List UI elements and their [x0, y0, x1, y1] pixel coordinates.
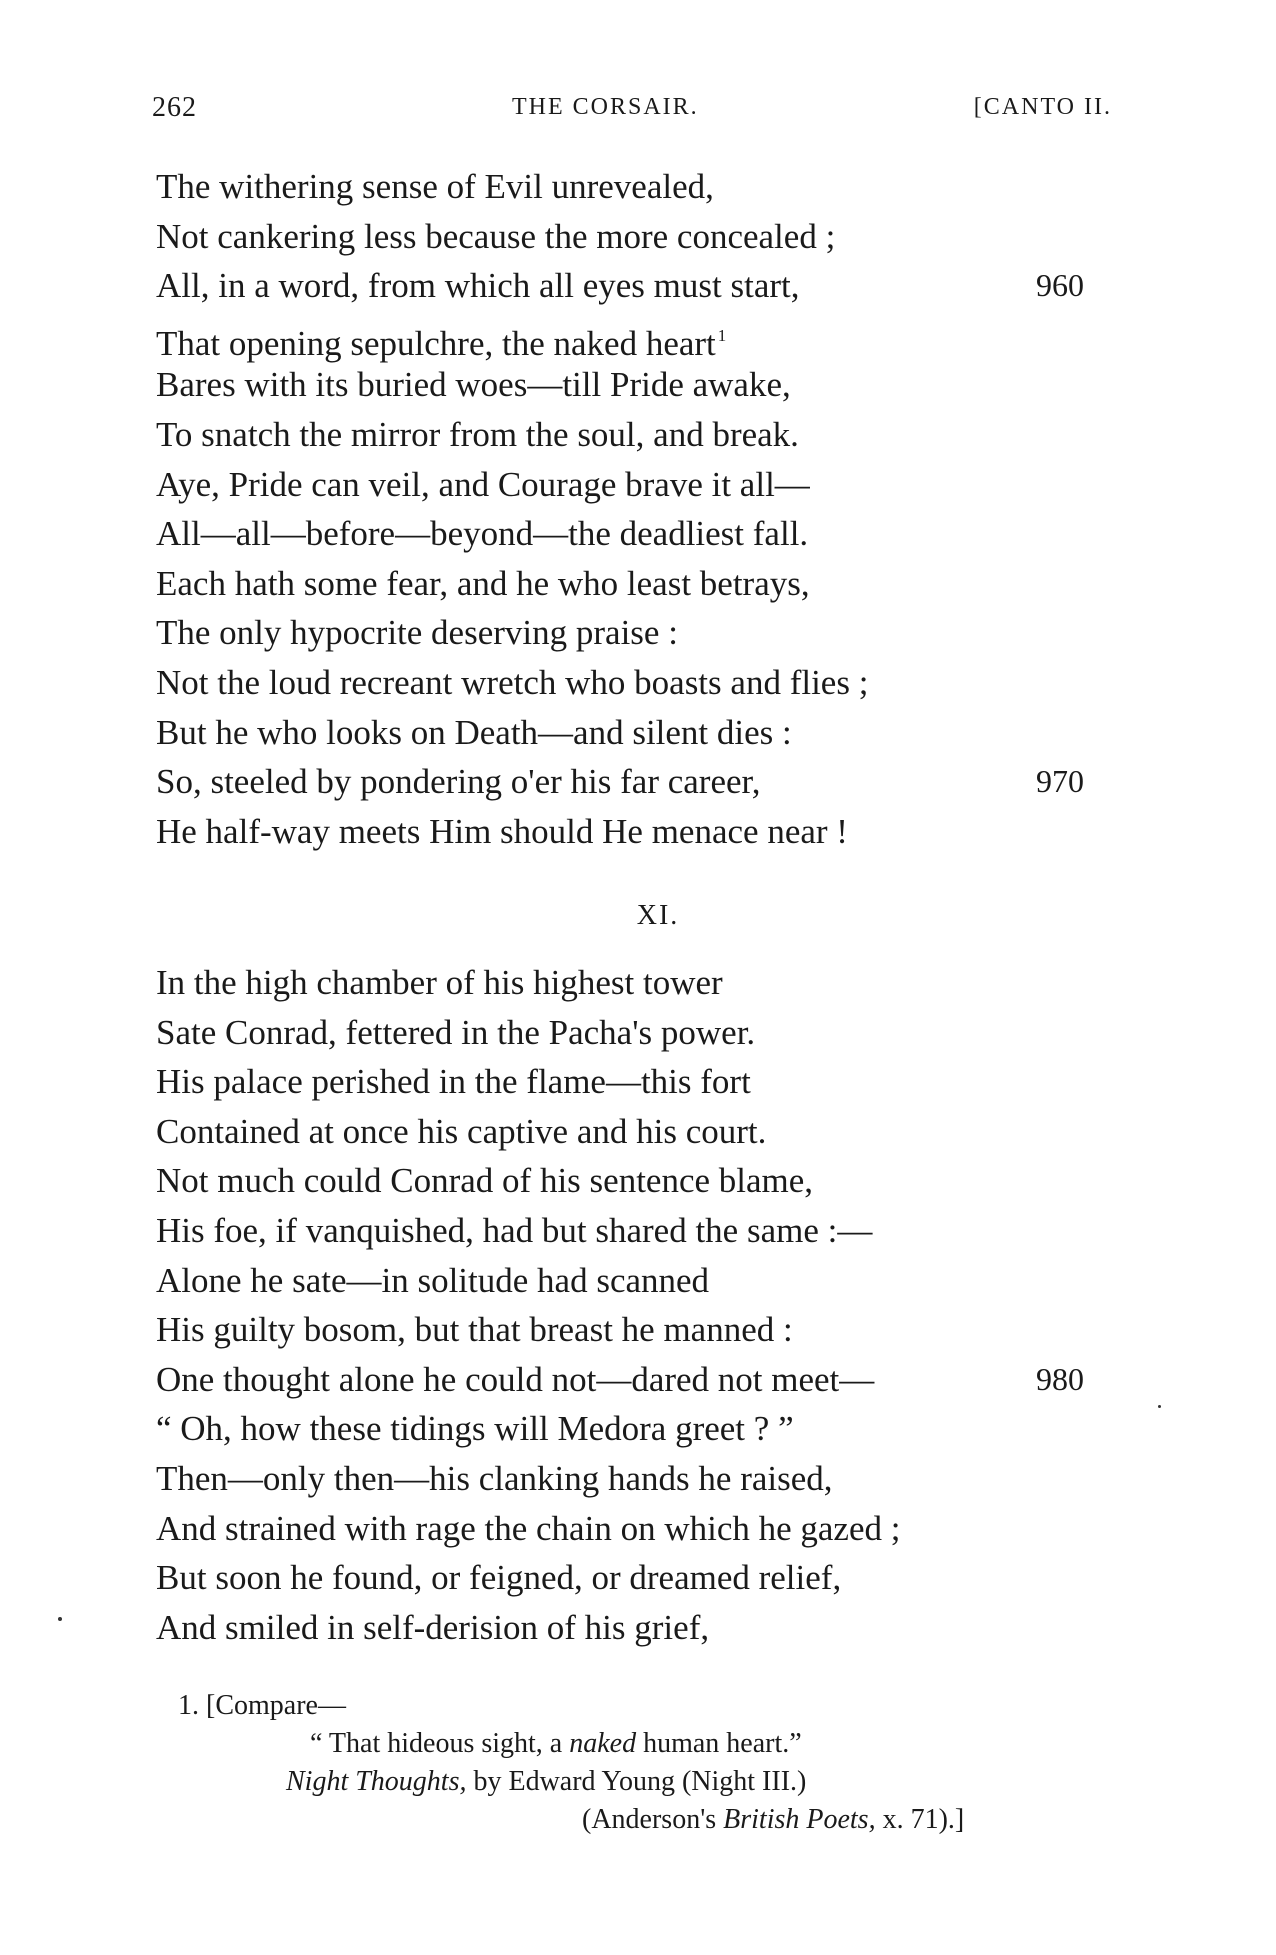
verse-line: Not the loud recreant wretch who boasts and flies ;	[156, 662, 869, 702]
verse-line: Then—only then—his clanking hands he raised,	[156, 1458, 833, 1498]
verse-line: But soon he found, or feigned, or dreamed relief,	[156, 1558, 842, 1598]
verse-block-upper	[156, 162, 1116, 856]
verse-line: Bares with its buried woes—till Pride awake,	[156, 365, 791, 405]
page-number: 262	[152, 92, 197, 123]
verse-block-lower	[156, 958, 1116, 1652]
verse-line: All—all—before—beyond—the deadliest fall.	[156, 514, 809, 554]
running-title: THE CORSAIR.	[512, 94, 699, 120]
section-heading: XI.	[636, 900, 680, 931]
verse-line: Each hath some fear, and he who least betrays,	[156, 563, 810, 603]
running-head	[152, 92, 1112, 132]
verse-line: And strained with rage the chain on which he gazed ;	[156, 1508, 901, 1548]
verse-line: Not cankering less because the more concealed ;	[156, 216, 836, 256]
line-number: 980	[1036, 1360, 1084, 1397]
footnote-quote: “ That hideous sight, a naked human heart.”	[310, 1728, 802, 1759]
footnote-ref: 1	[717, 325, 727, 345]
footnote-intro: 1. [Compare—	[178, 1690, 346, 1721]
verse-line: To snatch the mirror from the soul, and break.	[156, 414, 799, 454]
verse-line: Aye, Pride can veil, and Courage brave it all—	[156, 464, 810, 504]
verse-line: That opening sepulchre, the naked heart $^1$	[156, 323, 727, 363]
verse-line: He half-way meets Him should He menace near !	[156, 811, 848, 851]
line-number: 970	[1036, 763, 1084, 800]
verse-line: So, steeled by pondering o'er his far career, 970	[156, 757, 1116, 807]
footnote	[176, 1687, 1096, 1839]
verse-line: One thought alone he could not—dared not meet— 980	[156, 1355, 1116, 1405]
verse-line: But he who looks on Death—and silent dies :	[156, 712, 792, 752]
verse-line: All, in a word, from which all eyes must start, 960	[156, 261, 1116, 311]
verse-line: In the high chamber of his highest tower	[156, 963, 723, 1002]
footnote-reference: (Anderson's British Poets, x. 71).]	[582, 1804, 965, 1835]
print-speck	[58, 1617, 62, 1621]
verse-line: And smiled in self-derision of his grief,	[156, 1607, 710, 1647]
footnote-source: Night Thoughts, by Edward Young (Night III.)	[286, 1766, 807, 1797]
verse-line: His guilty bosom, but that breast he manned :	[156, 1310, 793, 1350]
print-speck	[1158, 1405, 1161, 1408]
verse-line: Contained at once his captive and his court.	[156, 1111, 767, 1151]
verse-line: Sate Conrad, fettered in the Pacha's power.	[156, 1012, 756, 1052]
verse-line: Alone he sate—in solitude had scanned	[156, 1260, 710, 1300]
verse-line: Not much could Conrad of his sentence blame,	[156, 1161, 814, 1201]
canto-label: [CANTO II.	[973, 94, 1112, 120]
verse-line: “ Oh, how these tidings will Medora greet ? ”	[156, 1409, 794, 1449]
verse-line: The withering sense of Evil unrevealed,	[156, 167, 714, 206]
verse-line: His foe, if vanquished, had but shared the same :—	[156, 1210, 873, 1250]
verse-line: His palace perished in the flame—this fort	[156, 1062, 751, 1102]
verse-line: The only hypocrite deserving praise :	[156, 613, 678, 653]
line-number: 960	[1036, 267, 1084, 304]
